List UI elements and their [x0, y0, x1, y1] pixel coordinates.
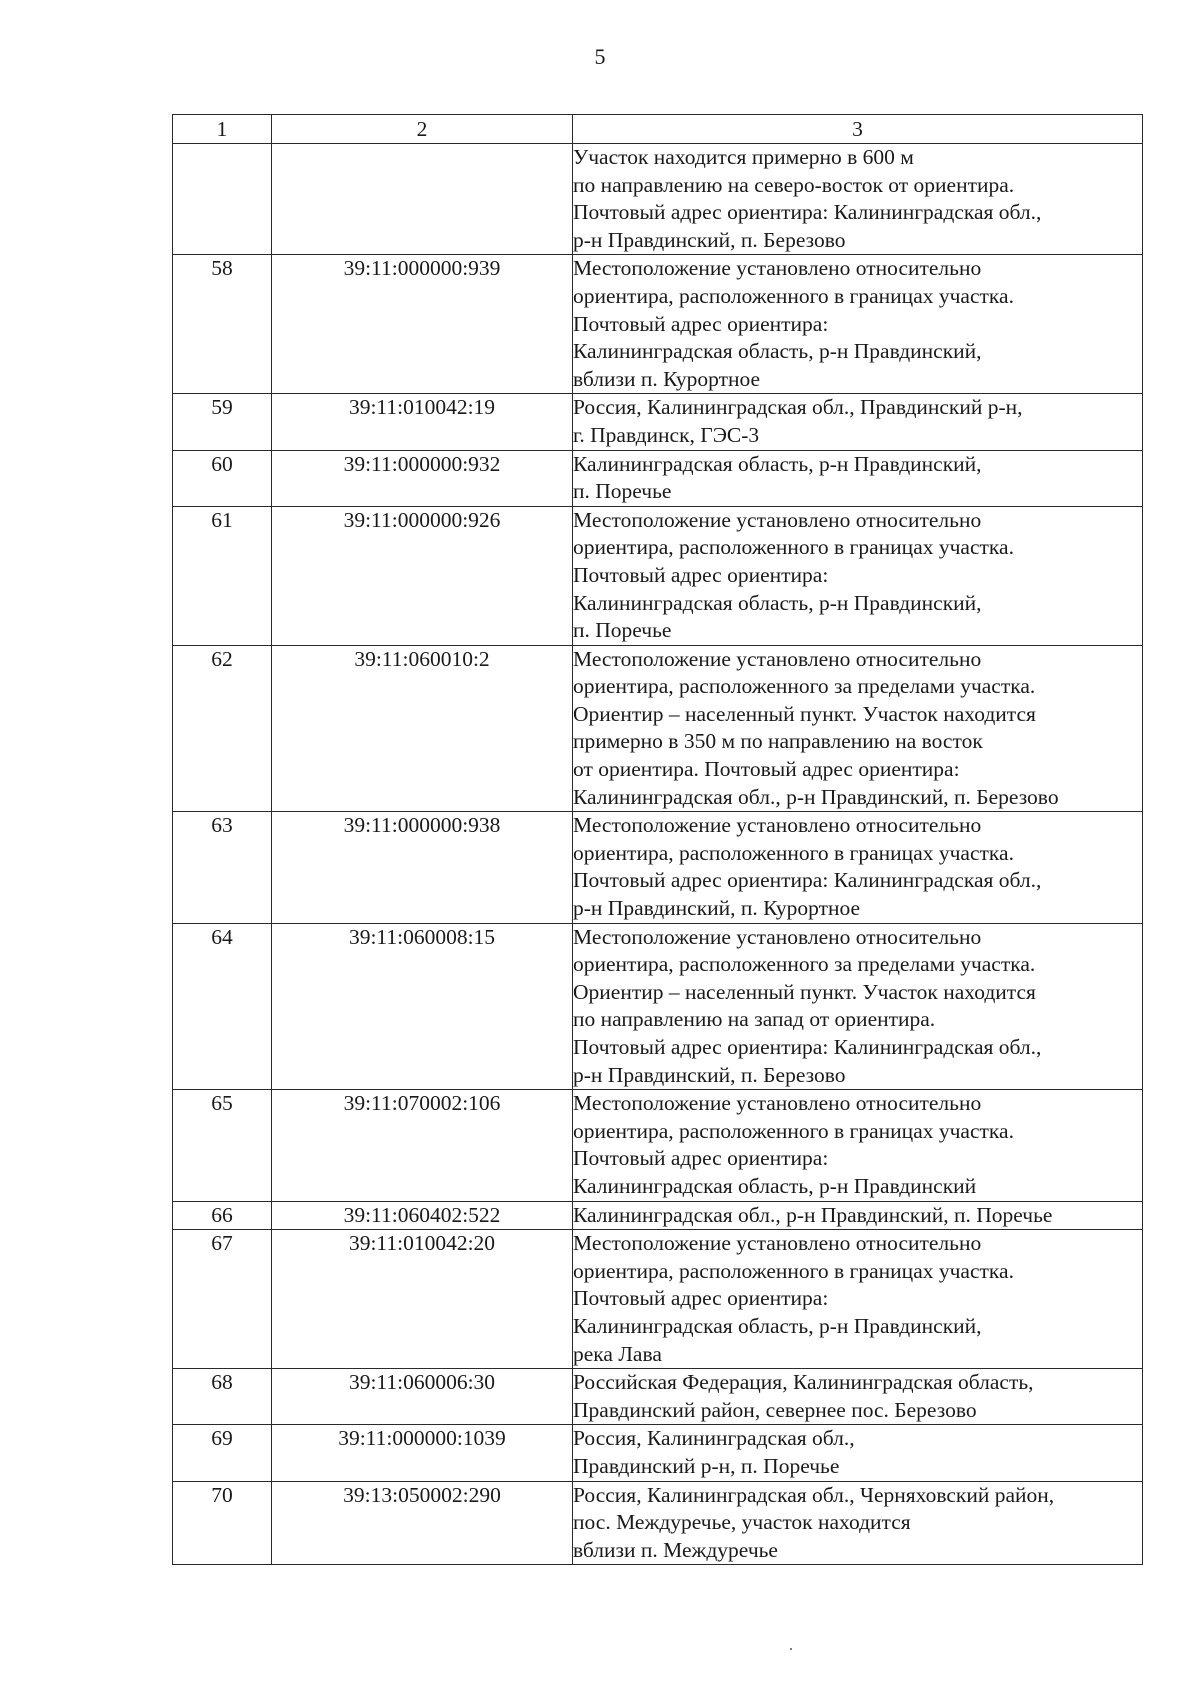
row-number: 61 — [173, 506, 272, 645]
location-line: по направлению на запад от ориентира. — [573, 1007, 936, 1032]
location-line: р-н Правдинский, п. Березово — [573, 227, 846, 252]
table-row — [173, 1481, 1143, 1565]
location-line: Местоположение установлено относительно — [573, 924, 982, 949]
table-row — [173, 923, 1143, 1090]
location-line: Россия, Калининградская обл., Правдинский р-н, — [573, 395, 1023, 420]
header-row — [173, 115, 1143, 144]
location-line: Российская Федерация, Калининградская область, — [573, 1370, 1034, 1395]
table-row — [173, 645, 1143, 812]
location-line: Россия, Калининградская обл., — [573, 1426, 855, 1451]
plot-location — [573, 1201, 1143, 1230]
plot-location — [573, 255, 1143, 394]
location-line: Почтовый адрес ориентира: — [573, 562, 829, 587]
location-line: Правдинский р-н, п. Поречье — [573, 1453, 840, 1478]
cadastral-number: 39:11:000000:926 — [272, 506, 573, 645]
cadastral-number: 39:11:000000:1039 — [272, 1425, 573, 1481]
row-number: 70 — [173, 1481, 272, 1565]
header-col-number: 1 — [173, 115, 272, 144]
location-line: Почтовый адрес ориентира: — [573, 311, 829, 336]
plot-location — [573, 1369, 1143, 1425]
location-line: Калининградская обл., р-н Правдинский, п. Березово — [573, 784, 1059, 809]
plot-location — [573, 394, 1143, 450]
table-row — [173, 1090, 1143, 1201]
row-number: 58 — [173, 255, 272, 394]
plot-location — [573, 506, 1143, 645]
location-line: Россия, Калининградская обл., Черняховский район, — [573, 1482, 1055, 1507]
row-number: 62 — [173, 645, 272, 812]
location-line: Местоположение установлено относительно — [573, 1231, 982, 1256]
table-row — [173, 812, 1143, 923]
cadastral-number: 39:13:050002:290 — [272, 1481, 573, 1565]
table-row — [173, 394, 1143, 450]
table-row — [173, 1230, 1143, 1369]
location-line: Калининградская область, р-н Правдинский, — [573, 1313, 982, 1338]
location-line: ориентира, расположенного в границах участка. — [573, 840, 1014, 865]
location-line: пос. Междуречье, участок находится — [573, 1510, 911, 1535]
row-number: 63 — [173, 812, 272, 923]
location-line: Почтовый адрес ориентира: — [573, 1146, 829, 1171]
row-number: 59 — [173, 394, 272, 450]
cadastral-number: 39:11:060008:15 — [272, 923, 573, 1090]
table-row — [173, 1369, 1143, 1425]
location-line: ориентира, расположенного в границах участка. — [573, 535, 1014, 560]
cadastral-number: 39:11:060006:30 — [272, 1369, 573, 1425]
cadastral-number: 39:11:000000:938 — [272, 812, 573, 923]
page-number: 5 — [594, 44, 606, 69]
location-line: п. Поречье — [573, 618, 672, 643]
cadastral-number: 39:11:000000:939 — [272, 255, 573, 394]
location-line: Калининградская область, р-н Правдинский, — [573, 451, 982, 476]
plot-location — [573, 645, 1143, 812]
row-number: 65 — [173, 1090, 272, 1201]
cadastral-number — [272, 144, 573, 255]
location-line: Местоположение установлено относительно — [573, 256, 982, 281]
row-number: 60 — [173, 450, 272, 506]
table-row — [173, 1201, 1143, 1230]
location-line: Ориентир – населенный пункт. Участок находится — [573, 979, 1036, 1004]
location-line: ориентира, расположенного за пределами участка. — [573, 952, 1036, 977]
cadastral-number: 39:11:000000:932 — [272, 450, 573, 506]
row-number: 67 — [173, 1230, 272, 1369]
plot-location — [573, 450, 1143, 506]
row-number: 68 — [173, 1369, 272, 1425]
table-body — [173, 144, 1143, 1565]
location-line: от ориентира. Почтовый адрес ориентира: — [573, 757, 960, 782]
cadastral-number: 39:11:010042:20 — [272, 1230, 573, 1369]
header-col-cadastral: 2 — [272, 115, 573, 144]
location-line: Участок находится примерно в 600 м — [573, 145, 914, 169]
plot-location — [573, 812, 1143, 923]
location-line: р-н Правдинский, п. Курортное — [573, 896, 861, 921]
location-line: Местоположение установлено относительно — [573, 507, 982, 532]
cadastral-number: 39:11:010042:19 — [272, 394, 573, 450]
location-line: Местоположение установлено относительно — [573, 646, 982, 671]
location-line: Калининградская обл., р-н Правдинский, п. Поречье — [573, 1202, 1053, 1227]
row-number: 66 — [173, 1201, 272, 1230]
location-line: Калининградская область, р-н Правдинский, — [573, 339, 982, 364]
location-line: Местоположение установлено относительно — [573, 1091, 982, 1116]
location-line: река Лава — [573, 1341, 662, 1366]
location-line: г. Правдинск, ГЭС-3 — [573, 422, 760, 447]
location-line: примерно в 350 м по направлению на восток — [573, 729, 983, 754]
row-number: 69 — [173, 1425, 272, 1481]
plot-location — [573, 144, 1143, 255]
plot-location — [573, 1481, 1143, 1565]
location-line: Калининградская область, р-н Правдинский, — [573, 590, 982, 615]
location-line: Калининградская область, р-н Правдинский — [573, 1173, 977, 1198]
row-number: 64 — [173, 923, 272, 1090]
location-line: Ориентир – населенный пункт. Участок находится — [573, 701, 1036, 726]
cadastral-number: 39:11:060010:2 — [272, 645, 573, 812]
location-line: Правдинский район, севернее пос. Березово — [573, 1397, 977, 1422]
scan-speck — [790, 1648, 792, 1650]
table-row — [173, 450, 1143, 506]
location-line: Почтовый адрес ориентира: Калининградская обл., — [573, 868, 1042, 893]
plot-location — [573, 923, 1143, 1090]
table-header — [173, 115, 1143, 144]
plot-location — [573, 1090, 1143, 1201]
location-line: ориентира, расположенного за пределами участка. — [573, 674, 1036, 699]
plot-location — [573, 1425, 1143, 1481]
location-line: по направлению на северо-восток от ориентира. — [573, 172, 1015, 197]
table-row — [173, 255, 1143, 394]
location-line: Почтовый адрес ориентира: Калининградская обл., — [573, 1035, 1042, 1059]
location-line: р-н Правдинский, п. Березово — [573, 1062, 846, 1087]
header-col-address: 3 — [573, 115, 1143, 144]
location-line: ориентира, расположенного в границах участка. — [573, 1258, 1014, 1283]
location-line: вблизи п. Курортное — [573, 366, 761, 391]
row-number — [173, 144, 272, 255]
location-line: Местоположение установлено относительно — [573, 813, 982, 838]
location-line: п. Поречье — [573, 479, 672, 504]
location-line: Почтовый адрес ориентира: — [573, 1286, 829, 1311]
location-line: ориентира, расположенного в границах участка. — [573, 283, 1014, 308]
table-row — [173, 506, 1143, 645]
land-plots-table — [172, 114, 1143, 1565]
cadastral-number: 39:11:070002:106 — [272, 1090, 573, 1201]
table-row — [173, 144, 1143, 255]
cadastral-number: 39:11:060402:522 — [272, 1201, 573, 1230]
table-row — [173, 1425, 1143, 1481]
location-line: вблизи п. Междуречье — [573, 1537, 778, 1562]
plot-location — [573, 1230, 1143, 1369]
location-line: Почтовый адрес ориентира: Калининградская обл., — [573, 200, 1042, 225]
location-line: ориентира, расположенного в границах участка. — [573, 1118, 1014, 1143]
